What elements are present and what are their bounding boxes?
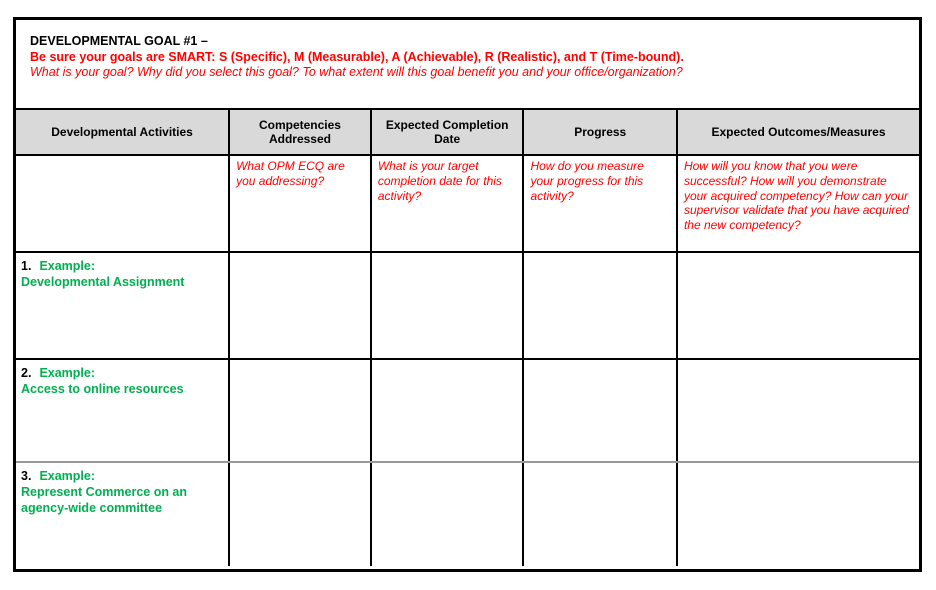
table-row-1 [16,252,919,359]
row-number: 1. [21,259,32,273]
empty-cell-outcomes-3 [677,462,919,566]
example-label: Example: [39,366,96,380]
empty-cell-progress-2 [523,359,677,462]
activity-name: Access to online resources [21,382,184,396]
prompt-row [16,155,919,252]
empty-cell-completion-date-2 [371,359,524,462]
prompt-cell-progress: How do you measure your progress for this activity? [523,155,677,252]
example-heading [21,467,222,485]
prompt-cell-competencies: What OPM ECQ are you addressing? [229,155,371,252]
empty-cell-progress-3 [523,462,677,566]
column-header-expected-outcomes-measures: Expected Outcomes/Measures [677,110,919,155]
table-row-2 [16,359,919,462]
empty-cell-competencies-1 [229,252,371,359]
activity-cell-1 [16,252,229,359]
goal-title: DEVELOPMENTAL GOAL #1 – [30,34,208,48]
empty-cell-competencies-2 [229,359,371,462]
row-number: 3. [21,469,32,483]
goal-header [16,20,919,110]
empty-cell-outcomes-2 [677,359,919,462]
column-header-progress: Progress [523,110,677,155]
example-heading [21,257,222,275]
activity-cell-2 [16,359,229,462]
activities-table [16,110,919,566]
activity-name: Represent Commerce on an agency-wide committee [21,485,188,515]
prompt-cell-outcomes: How will you know that you were successful? How will you demonstrate your acquired competency? How can your supervisor validate that you have acquired the new competency? [677,155,919,252]
empty-cell-progress-1 [523,252,677,359]
goal-form [13,17,922,572]
example-label: Example: [39,259,96,273]
table-header-row [16,110,919,155]
empty-cell-competencies-3 [229,462,371,566]
empty-cell-completion-date-1 [371,252,524,359]
table-row-3 [16,462,919,566]
column-header-developmental-activities: Developmental Activities [16,110,229,155]
column-header-competencies-addressed: Competencies Addressed [229,110,371,155]
prompt-cell-completion-date: What is your target completion date for this activity? [371,155,524,252]
row-number: 2. [21,366,32,380]
column-header-expected-completion-date: Expected Completion Date [371,110,524,155]
goal-smart-instruction: Be sure your goals are SMART: S (Specific), M (Measurable), A (Achievable), R (Realistic), and T (Time-bound). [30,49,684,64]
empty-cell-outcomes-1 [677,252,919,359]
example-heading [21,364,222,382]
activity-name: Developmental Assignment [21,275,185,289]
example-label: Example: [39,469,96,483]
goal-question: What is your goal? Why did you select this goal? To what extent will this goal benefit you and your office/organization? [30,65,683,79]
activity-cell-3 [16,462,229,566]
prompt-cell-activities-empty [16,155,229,252]
empty-cell-completion-date-3 [371,462,524,566]
